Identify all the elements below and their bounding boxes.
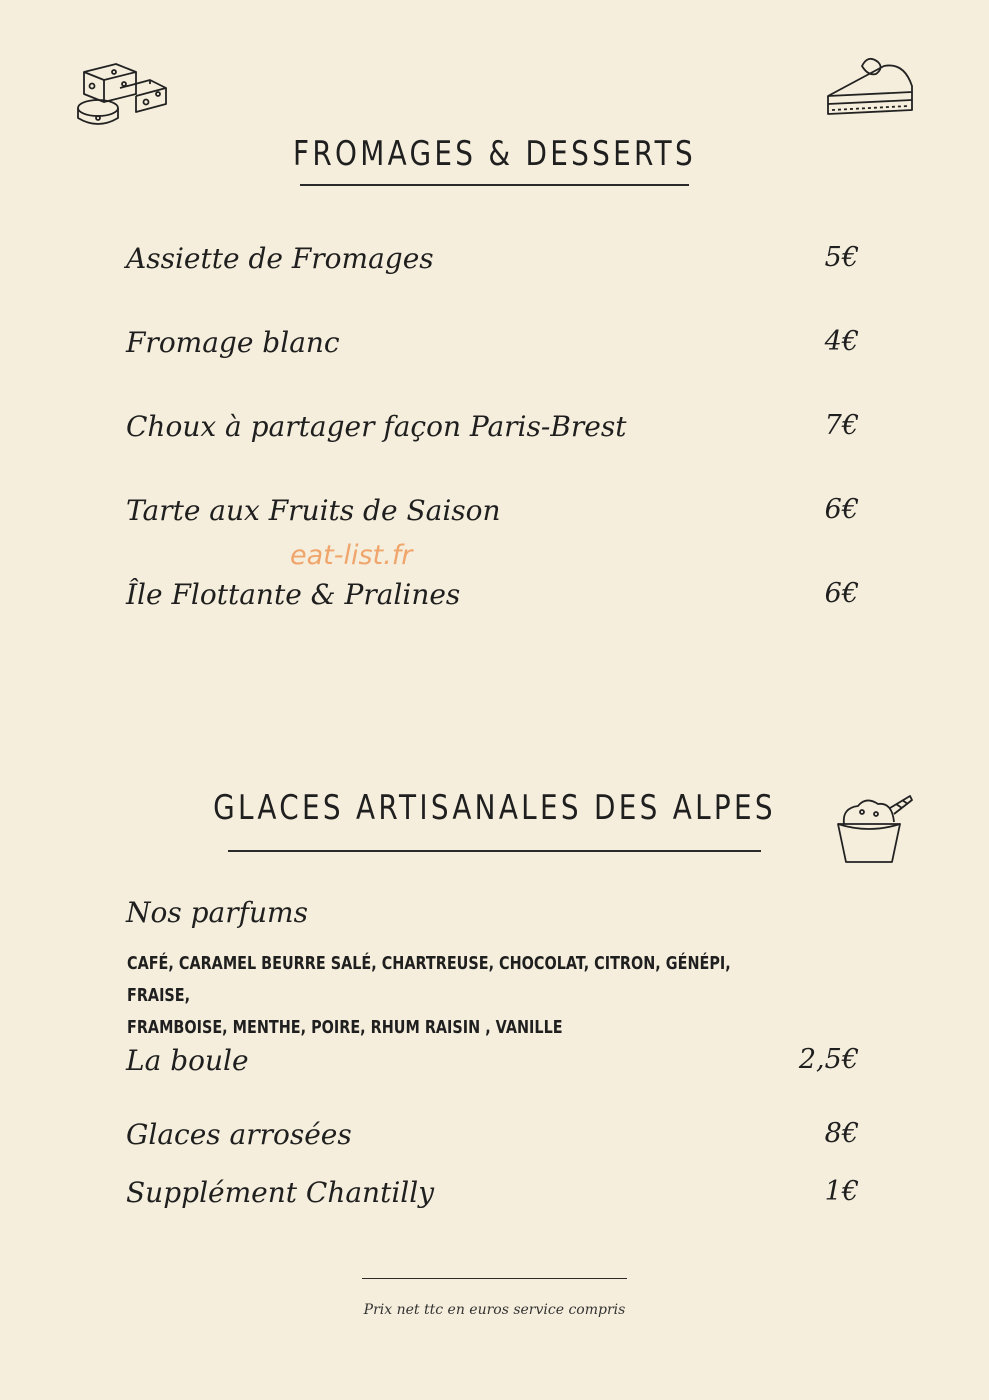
menu-item-name: Choux à partager façon Paris-Brest	[126, 410, 627, 443]
flavors-heading: Nos parfums	[126, 896, 308, 929]
footer-note: Prix net ttc en euros service compris	[363, 1302, 626, 1318]
flavors-line: FRAMBOISE, MENTHE, POIRE, RHUM RAISIN , VANILLE	[127, 1017, 563, 1038]
menu-item-name: Glaces arrosées	[126, 1118, 352, 1151]
menu-item-price: 5€	[824, 242, 859, 273]
menu-item-price: 8€	[824, 1118, 859, 1149]
menu-item-name: Tarte aux Fruits de Saison	[126, 494, 501, 527]
pie-slice-icon	[822, 52, 918, 128]
section-title-ice-cream: GLACES ARTISANALES DES ALPES	[213, 788, 776, 828]
cheese-icon	[76, 58, 170, 128]
menu-item-price: 7€	[824, 410, 859, 441]
section-title-desserts: FROMAGES & DESSERTS	[293, 134, 696, 174]
flavors-list	[127, 948, 767, 1044]
title-underline	[300, 184, 689, 186]
menu-item-name: Supplément Chantilly	[126, 1176, 435, 1209]
menu-item-name: Assiette de Fromages	[126, 242, 434, 275]
title-underline	[228, 850, 761, 852]
menu-item-price: 6€	[824, 578, 859, 609]
watermark: eat-list.fr	[290, 540, 413, 571]
menu-item-name: La boule	[126, 1044, 249, 1077]
menu-item-name: Île Flottante & Pralines	[126, 578, 461, 611]
footer-divider	[362, 1278, 627, 1279]
menu-item-price: 2,5€	[798, 1044, 859, 1075]
menu-item-price: 4€	[824, 326, 859, 357]
menu-item-price: 6€	[824, 494, 859, 525]
menu-item-price: 1€	[824, 1176, 859, 1207]
menu-item-name: Fromage blanc	[126, 326, 340, 359]
flavors-line: CAFÉ, CARAMEL BEURRE SALÉ, CHARTREUSE, CHOCOLAT, CITRON, GÉNÉPI, FRAISE,	[127, 953, 731, 1006]
